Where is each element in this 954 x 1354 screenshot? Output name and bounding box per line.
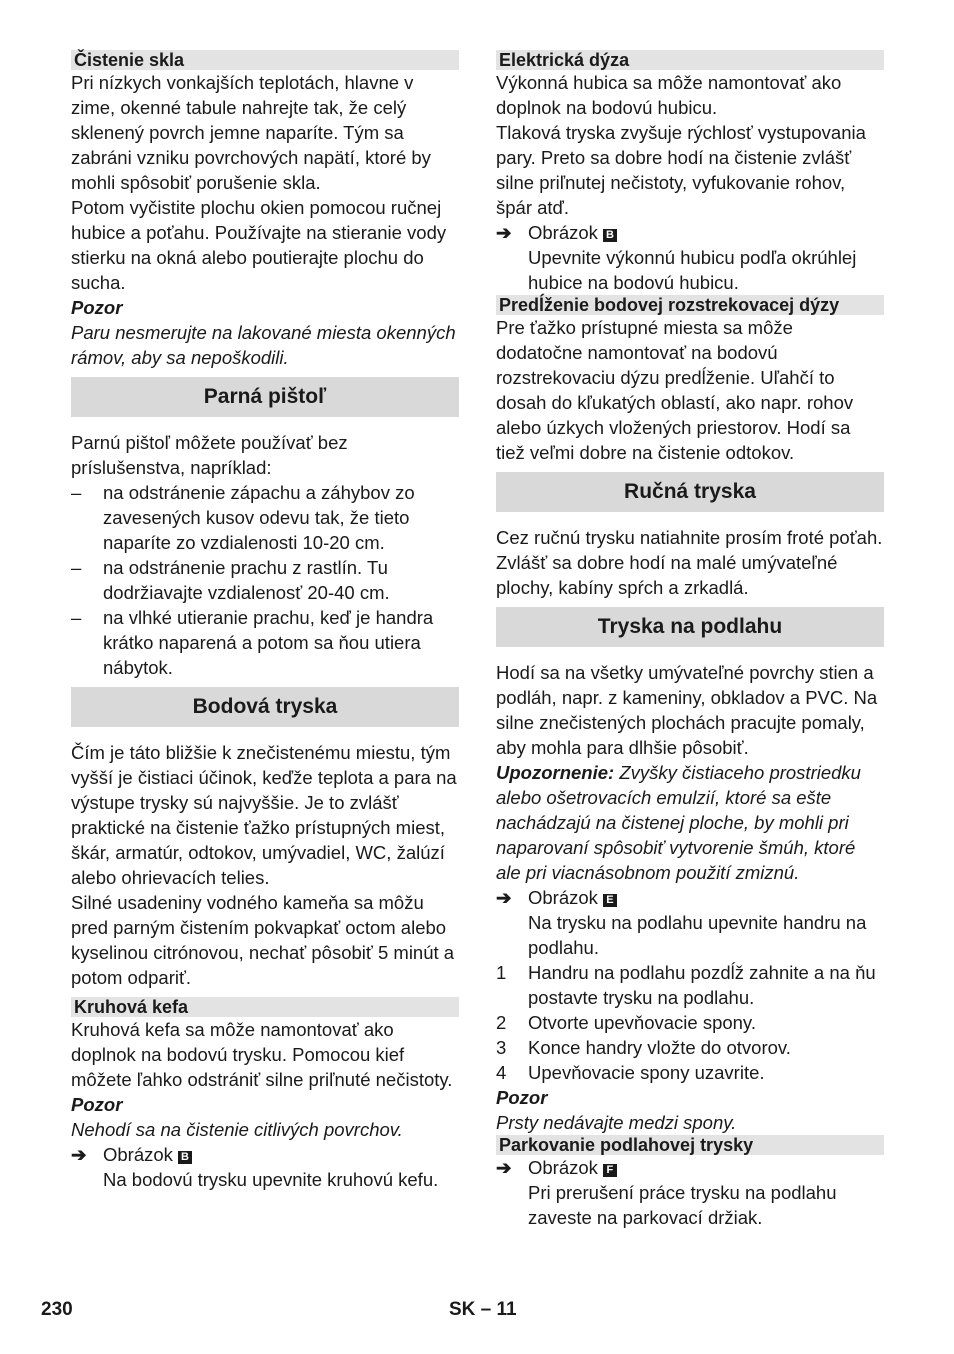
step-item [496, 1035, 884, 1060]
figure-reference [71, 1142, 459, 1167]
page-number: 230 [41, 1299, 73, 1320]
list-item [71, 555, 459, 605]
heading-parna-pistol: Parná pištoľ [71, 377, 459, 417]
arrow-icon: ➔ [71, 1144, 87, 1165]
heading-bodova-tryska: Bodová tryska [71, 687, 459, 727]
paragraph: Kruhová kefa sa môže namontovať ako doplnok na bodovú trysku. Pomocou kief môžete ľahko odstrániť silne priľnuté nečistoty. [71, 1019, 453, 1090]
list-item [71, 605, 459, 680]
figure-instruction: Na bodovú trysku upevnite kruhovú kefu. [103, 1169, 439, 1190]
section-label: SK – 11 [449, 1299, 517, 1320]
figure-letter-badge: F [603, 1164, 617, 1177]
paragraph: Čím je táto bližšie k znečistenému miestu, tým vyšší je čistiaci účinok, keďže teplota a para na výstupe trysky sú najvyššie. Je to zvlášť praktické na čistenie ťažko prístupných miest, škár, armatúr, odtokov, umývadiel, WC, žalúzí alebo ohrievacích telies. [71, 742, 457, 888]
heading-elektricka-dyza: Elektrická dýza [496, 50, 884, 70]
list-item-text: na odstránenie prachu z rastlín. Tu dodržiavajte vzdialenosť 20-40 cm. [103, 557, 390, 603]
caution-title: Pozor [496, 1087, 548, 1108]
note [496, 760, 884, 885]
paragraph: Potom vyčistite plochu okien pomocou ručnej hubice a poťahu. Používajte na stieranie vody stierku na okná alebo poutierajte plochu do sucha. [71, 197, 447, 293]
step-text: Upevňovacie spony uzavrite. [528, 1062, 765, 1083]
step-number: 3 [496, 1037, 507, 1058]
caution-text: Paru nesmerujte na lakované miesta okenných rámov, aby sa nepoškodili. [71, 322, 456, 368]
list-item-text: na vlhké utieranie prachu, keď je handra krátko naparená a potom sa ňou utiera nábytok. [103, 607, 434, 678]
heading-tryska-na-podlahu: Tryska na podlahu [496, 607, 884, 647]
figure-reference [496, 220, 884, 245]
figure-label: Obrázok [528, 1157, 598, 1178]
right-column [496, 50, 884, 1230]
figure-letter-badge: B [178, 1151, 192, 1164]
dash-marker: – [71, 607, 82, 628]
list-item-text: na odstránenie zápachu a záhybov zo zavesených kusov odevu tak, že tieto naparíte zo vzdialenosti 10-20 cm. [103, 482, 415, 553]
heading-predlzenie: Predĺženie bodovej rozstrekovacej dýzy [496, 295, 884, 315]
paragraph: Výkonná hubica sa môže namontovať ako doplnok na bodovú hubicu. [496, 72, 842, 118]
step-item [496, 1010, 884, 1035]
step-text: Handru na podlahu pozdĺž zahnite a na ňu postavte trysku na podlahu. [528, 962, 876, 1008]
paragraph: Silné usadeniny vodného kameňa sa môžu pred parným čistením pokvapkať octom alebo kyselinou citrónovou, nechať pôsobiť 5 minút a potom odpariť. [71, 892, 455, 988]
caution-text: Nehodí sa na čistenie citlivých povrchov. [71, 1119, 403, 1140]
figure-label: Obrázok [103, 1144, 173, 1165]
heading-parkovanie: Parkovanie podlahovej trysky [496, 1135, 884, 1155]
arrow-icon: ➔ [496, 222, 512, 243]
paragraph: Pre ťažko prístupné miesta sa môže dodatočne namontovať na bodovú rozstrekovaciu dýzu predĺženie. Uľahčí to dosah do kľukatých oblastí, ako napr. rohov alebo úzkych vložených priestorov. Hodí sa tiež veľmi dobre na čistenie odtokov. [496, 317, 854, 463]
note-text: Zvyšky čistiaceho prostriedku alebo ošetrovacích emulzií, ktoré sa ešte nachádzajú na čistenej ploche, by mohli pri naparovaní spôsobiť vytvorenie šmúh, ktoré ale pri viacnásobnom použití zmiznú. [496, 762, 861, 883]
step-text: Otvorte upevňovacie spony. [528, 1012, 756, 1033]
figure-label: Obrázok [528, 887, 598, 908]
step-item [496, 960, 884, 1010]
step-item [496, 1060, 884, 1085]
note-label: Upozornenie: [496, 762, 615, 783]
heading-kruhova-kefa: Kruhová kefa [71, 997, 459, 1017]
figure-instruction: Upevnite výkonnú hubicu podľa okrúhlej hubice na bodovú hubicu. [528, 247, 857, 293]
figure-letter-badge: E [603, 894, 617, 907]
arrow-icon: ➔ [496, 887, 512, 908]
heading-rucna-tryska: Ručná tryska [496, 472, 884, 512]
figure-letter-badge: B [603, 229, 617, 242]
figure-label: Obrázok [528, 222, 598, 243]
caution-text: Prsty nedávajte medzi spony. [496, 1112, 737, 1133]
figure-reference [496, 885, 884, 910]
paragraph: Pri nízkych vonkajších teplotách, hlavne v zime, okenné tabule nahrejte tak, že celý sklenený povrch jemne naparíte. Tým sa zabráni vzniku povrchových napätí, ktoré by mohli spôsobiť porušenie skla. [71, 72, 431, 193]
dash-marker: – [71, 482, 82, 503]
paragraph: Tlaková tryska zvyšuje rýchlosť vystupovania pary. Preto sa dobre hodí na čistenie zvlášť silne priľnutej nečistoty, vyfukovanie rohov, špár atď. [496, 122, 866, 218]
dash-marker: – [71, 557, 82, 578]
caution-title: Pozor [71, 1094, 123, 1115]
step-text: Konce handry vložte do otvorov. [528, 1037, 791, 1058]
left-column [71, 50, 459, 1192]
figure-instruction: Na trysku na podlahu upevnite handru na podlahu. [528, 912, 867, 958]
arrow-icon: ➔ [496, 1157, 512, 1178]
step-number: 2 [496, 1012, 507, 1033]
step-number: 1 [496, 962, 507, 983]
paragraph: Cez ručnú trysku natiahnite prosím froté poťah. Zvlášť sa dobre hodí na malé umývateľné plochy, kabíny spŕch a zrkadlá. [496, 527, 883, 598]
caution-title: Pozor [71, 297, 123, 318]
paragraph: Parnú pištoľ môžete používať bez príslušenstva, napríklad: [71, 432, 348, 478]
list-item [71, 480, 459, 555]
figure-reference [496, 1155, 884, 1180]
paragraph: Hodí sa na všetky umývateľné povrchy stien a podláh, napr. z kameniny, obkladov a PVC. Na silne znečistených plochách pracujte pomaly, aby mohla para dlhšie pôsobiť. [496, 662, 878, 758]
figure-instruction: Pri prerušení práce trysku na podlahu zaveste na parkovací držiak. [528, 1182, 837, 1228]
heading-cistenie-skla: Čistenie skla [71, 50, 459, 70]
step-number: 4 [496, 1062, 507, 1083]
